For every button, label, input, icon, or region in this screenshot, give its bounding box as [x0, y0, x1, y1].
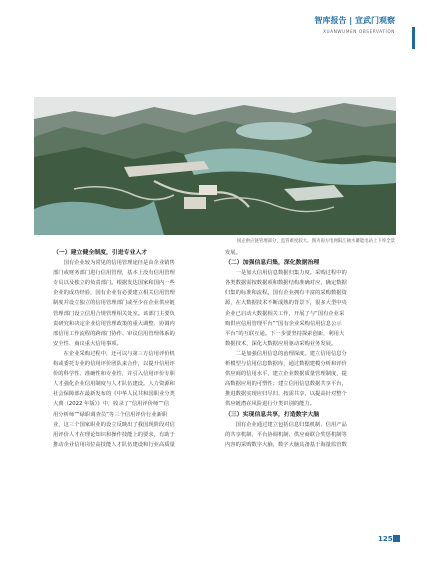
- text-line: 各类数据需按数据项和数据结构准确对应，确定数据: [225, 280, 347, 287]
- text-line: 价的科学性、准确性和专业性，并引入信用评价专职: [53, 371, 175, 378]
- text-line: 购供应信用管理平台”“国有企业采购信用信息公示: [225, 320, 342, 327]
- text-line: 发展。: [225, 250, 241, 256]
- text-line: 安全性、商议重大信用事项。: [53, 340, 122, 347]
- text-line: 数据技术，深化大数据应用驱动采购业务发展。: [225, 340, 337, 347]
- right-text-column: [225, 248, 395, 450]
- text-line: 源，在大数据技术不断成熟的背景下，很多大型中央: [225, 300, 347, 307]
- text-line: 供应商的信用水平，建立企业数据质量管理制度，提: [225, 371, 347, 378]
- section-heading-1: （一）建立健全制度，引进专业人才: [53, 250, 148, 256]
- text-line: 二是加强信用信息的治理深度。建立信用信息分: [235, 350, 347, 357]
- text-line: 高数据应用的可塑性；建立信用信息数据共享平台，: [225, 381, 347, 388]
- page-number-marker: [393, 535, 400, 542]
- text-line: 责研究和决定企业信用管理政策的重大调整、协调内: [53, 320, 175, 327]
- text-line: 一是加大信用信息数据归集力度。采购过程中的: [235, 270, 347, 277]
- text-line: 推动企业信用岗位高技能人才队伍建设和行业高质量: [53, 441, 175, 448]
- text-line: 的共享机制、平台协调机制、供应商联合奖惩机制等: [225, 431, 347, 438]
- text-line: 国有企业较为常见的信用管理途径是由企业销售: [63, 260, 175, 267]
- brand-title: 智库报告 | 宣武门观察: [314, 16, 395, 25]
- text-line: 业，这三个国家职业的设立反映出了我国现阶段对信: [53, 421, 175, 428]
- text-line: 社会保障部在最新发布的《中华人民共和国职业分类: [53, 391, 175, 398]
- paragraph-2: [53, 349, 223, 450]
- section-heading-3: （三）实现信息共享，打造数字大脑: [225, 411, 320, 418]
- page-header: [245, 15, 395, 34]
- text-line: 归集的标准和流程。国有企业拥有丰富的采购数据资: [225, 290, 347, 297]
- hero-aerial-photo: [34, 97, 396, 235]
- text-line: 大典（2022 年版）》中，收录了“信用评价师”“信: [53, 401, 170, 408]
- text-line: 构或委托专业的信用评价团队来合作，以提升信用评: [53, 361, 175, 368]
- text-line: 企业已启动大数据相关工作，开展了与“国有企业采: [225, 310, 345, 317]
- left-text-column: [53, 248, 223, 450]
- paragraph-section-2b: [225, 349, 395, 410]
- text-line: 平台”的互联互通。下一步要坚持探索创新，利用大: [225, 330, 345, 337]
- text-line: 部信用工作流程的跨部门协作、审议信用管理体系的: [53, 330, 175, 337]
- text-line: 在企业采购过程中，还可以与第三方信用评价机: [63, 350, 175, 357]
- paragraph-section-3: [225, 420, 395, 450]
- brand-accent-bar: [412, 27, 415, 49]
- brand-line: [245, 15, 395, 26]
- text-line: 部门或财务部门进行信用管理，基本上没有信用管理: [53, 270, 175, 277]
- section-heading-2: （二）加强信息归集，深化数据治理: [225, 260, 320, 267]
- photo-caption: 国企供应链管理部分，监管难度较大。图为南方电网阳江抽水蓄能电站上下库全景: [236, 239, 395, 244]
- text-line: 制度并设立独立的信用管理部门或至少在企业供应链: [53, 300, 175, 307]
- text-line: 推进数据实现应归尽归、按需共享，以提高针对整个: [225, 391, 347, 398]
- text-line: 供应链潜在风险进行分类识别的能力。: [225, 401, 316, 408]
- text-line: 析模型与信用信息数据库，通过数据建模分析和评价: [225, 361, 347, 368]
- paragraph-1: [53, 258, 223, 349]
- text-line: 用分析师”“绿职调查员”等三个信用评价行业新职: [53, 411, 168, 418]
- text-line: 内容的采购数字大脑，数字大脑具备基于海量监管数: [225, 441, 347, 448]
- text-line: 用评价人才在理论知识和操作技能上的要求，有助于: [53, 431, 175, 438]
- text-line: 人才强化企业信用制度与人才队伍建设。人力资源和: [53, 381, 175, 388]
- text-line: 管理部门设立信用合规管理相关处室。该部门主要负: [53, 310, 175, 317]
- text-line: 国有企业通过建立包括信息归集机制、信用产品: [235, 421, 347, 428]
- page-number: 125: [378, 535, 393, 543]
- brand-subtitle-en: XUANWUMEN OBSERVATION: [323, 29, 395, 34]
- paragraph-section-2a: [225, 268, 395, 349]
- text-line: 企业的成功经验，国有企业有必要建立相关信用管理: [53, 290, 175, 297]
- text-line: 专员以及独立的负责部门。根据发达国家和国内一些: [53, 280, 175, 287]
- aerial-landscape-illustration: [34, 97, 396, 235]
- paragraph-continuation: [225, 248, 395, 258]
